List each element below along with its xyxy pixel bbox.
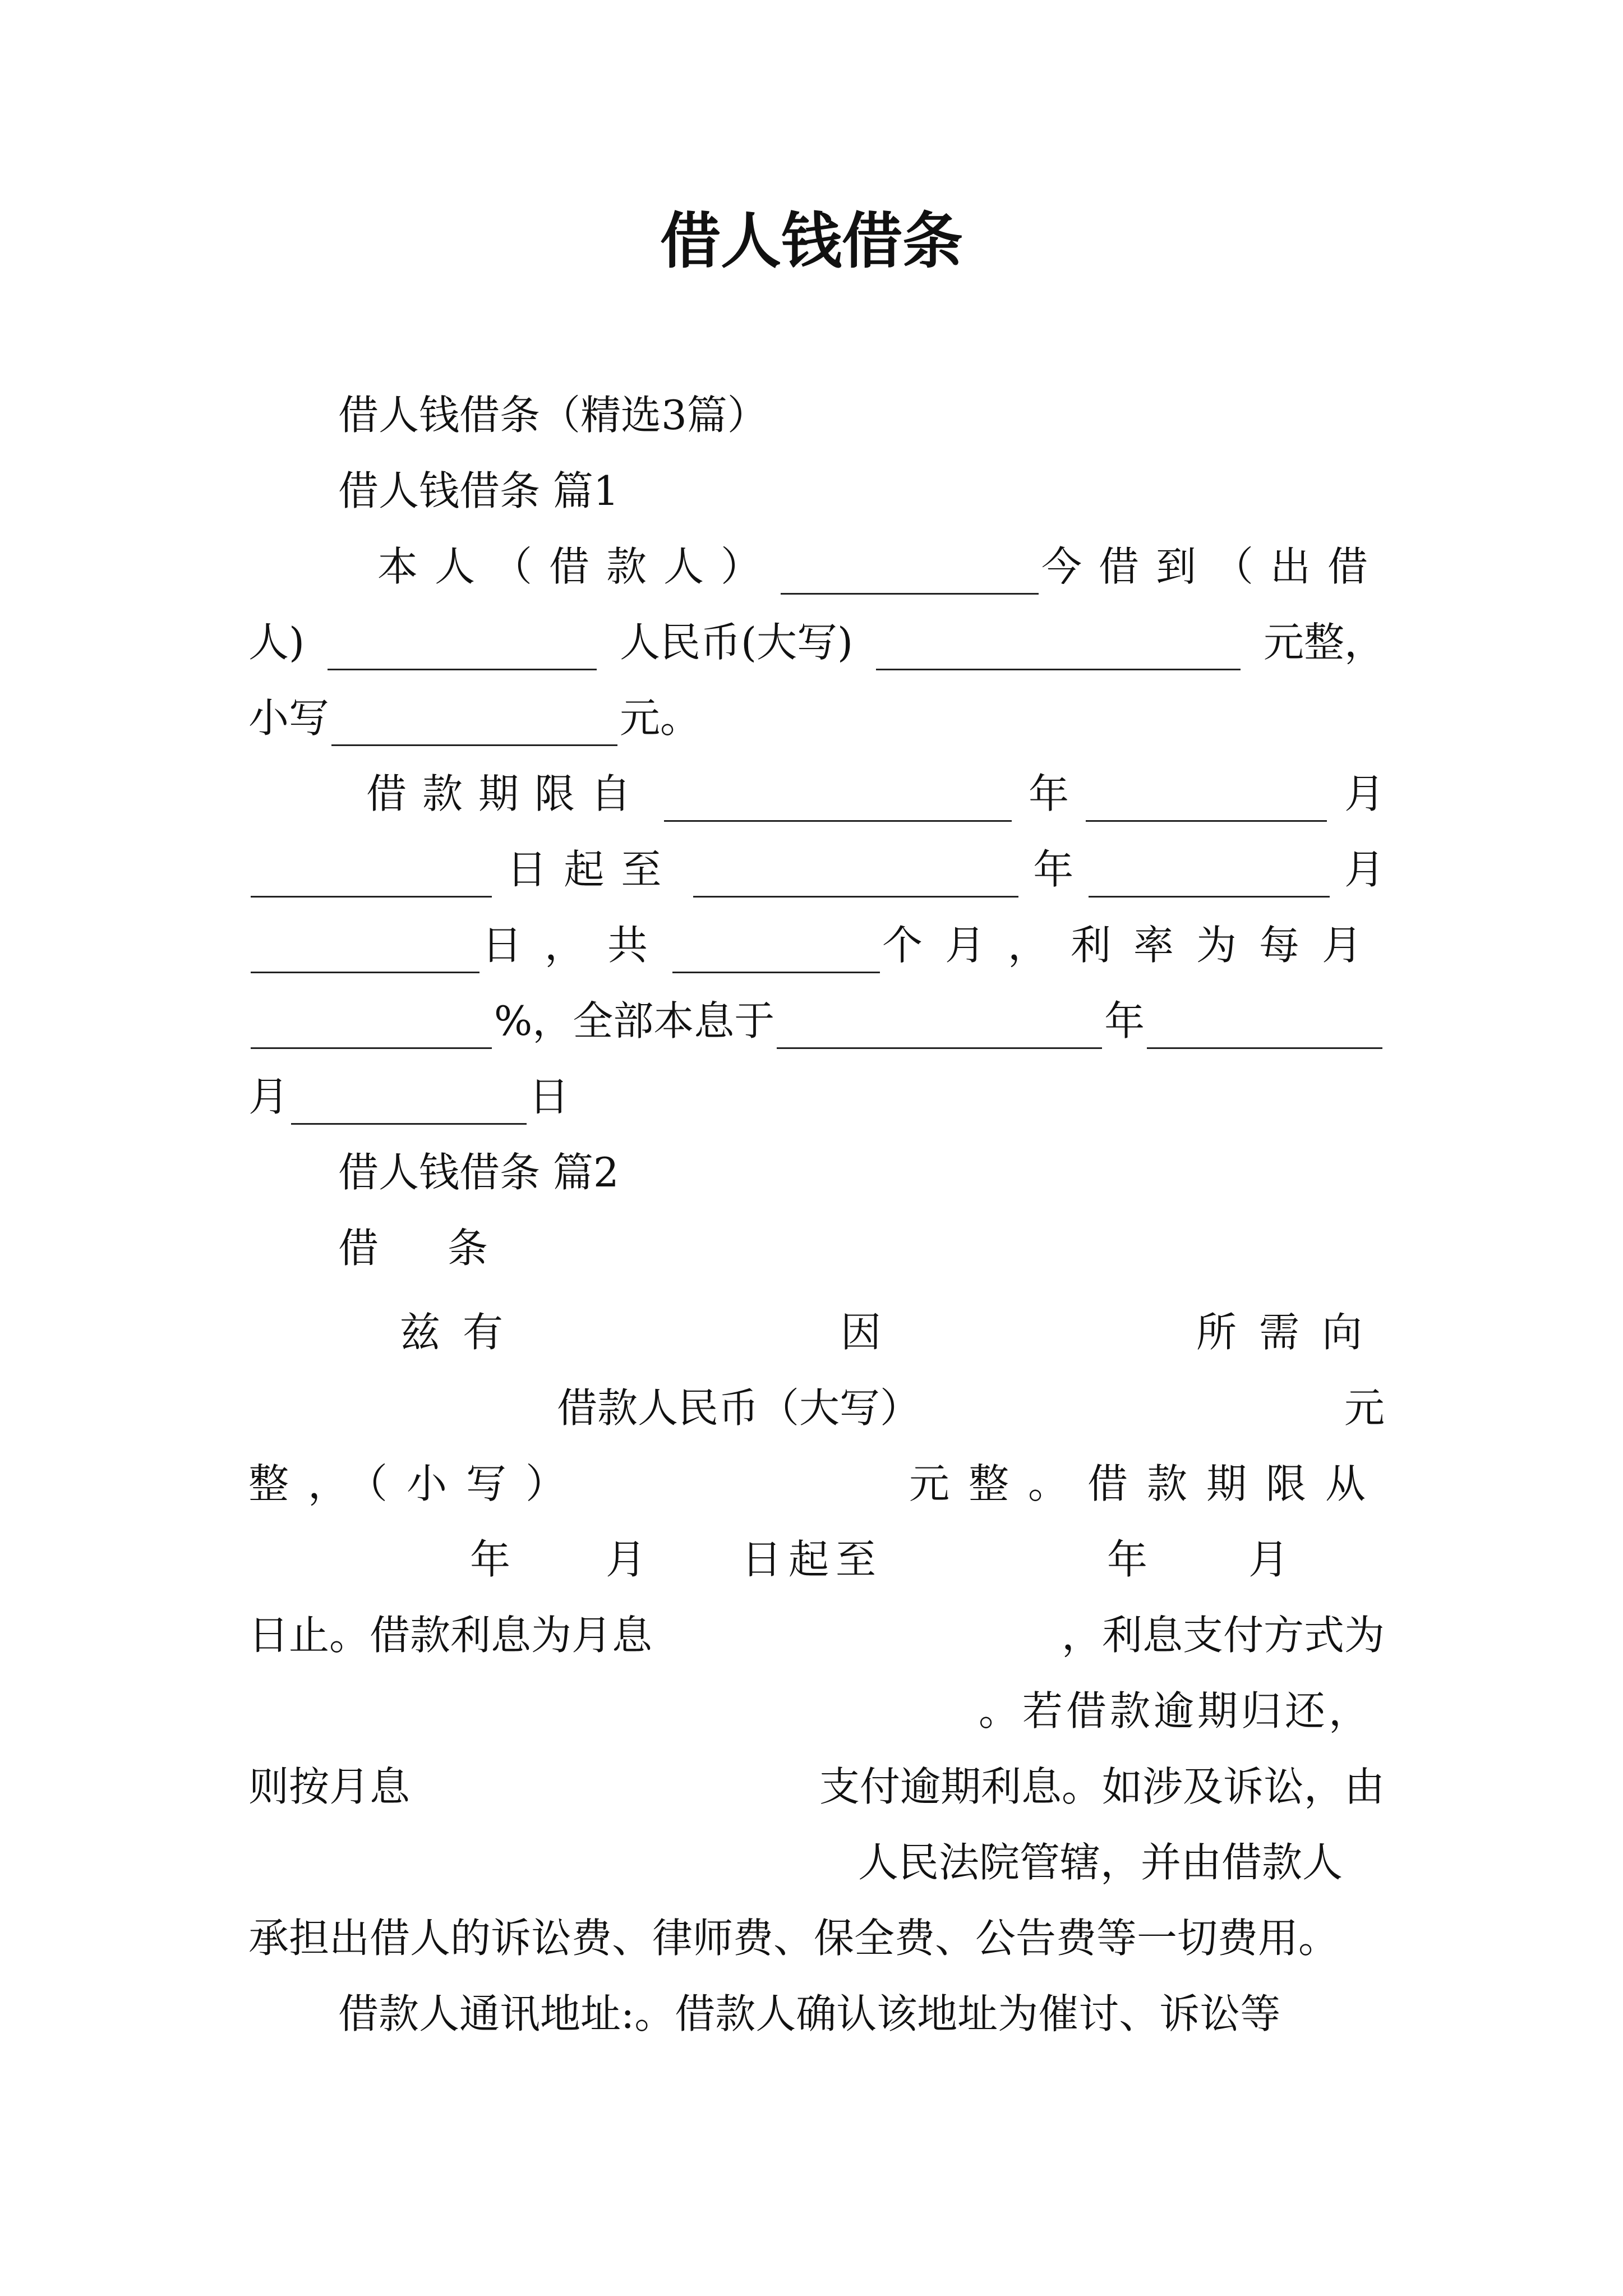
s2-text: 月 (1248, 1536, 1289, 1583)
blank-line (1086, 776, 1327, 822)
section2-heading: 借人钱借条 篇2 (338, 1149, 619, 1196)
s1-text: 今借到（出借 (1041, 543, 1385, 590)
blank-line (251, 852, 492, 898)
s2-text: 支付逾期利息。如涉及诉讼，由 (819, 1763, 1385, 1810)
s1-text: 小写 (248, 694, 330, 742)
s2-text: 日起至 (741, 1536, 883, 1583)
s2-text: 元整。借款期限从 (909, 1460, 1385, 1507)
blank-line (1147, 1004, 1382, 1049)
blank-line (777, 1004, 1102, 1049)
blank-line (251, 1004, 492, 1049)
s1-line-2 (248, 614, 1385, 670)
s2-line-8: 人民法院管辖，并由借款人 (858, 1839, 1343, 1886)
s2-line-5 (248, 1607, 1385, 1663)
s2-text: 年 (1107, 1536, 1148, 1583)
intro-line: 借人钱借条（精选3篇） (338, 392, 768, 439)
s1-text: 借款期限自 (366, 770, 647, 817)
s2-text: 所需向 (1196, 1309, 1385, 1356)
s1-text: 月 (1344, 846, 1385, 893)
blank-line (672, 928, 880, 973)
blank-line (664, 776, 1012, 822)
s2-text: 月 (606, 1536, 647, 1583)
s2-line-9: 承担出借人的诉讼费、律师费、保全费、公告费等一切费用。 (248, 1915, 1339, 1962)
s1-text: 年 (1028, 770, 1069, 817)
s1-line-1 (248, 539, 1385, 595)
s1-text: 年 (1033, 846, 1074, 893)
blank-line (693, 852, 1018, 898)
s2-text: 借款人民币（大写） (557, 1384, 921, 1432)
s1-line-5 (248, 841, 1385, 898)
s1-text: 本人（借款人） (377, 543, 778, 590)
s1-line-8 (248, 1069, 569, 1125)
s2-text: 兹有 (400, 1309, 526, 1356)
s1-line-4 (248, 766, 1385, 822)
blank-line (251, 928, 479, 973)
s2-text: ，利息支付方式为 (1061, 1612, 1385, 1659)
s2-line-10: 借款人通讯地址:。借款人确认该地址为催讨、诉讼等 (338, 1990, 1281, 2037)
s2-text: 则按月息 (248, 1763, 411, 1810)
s2-line-3 (248, 1456, 1385, 1512)
s2-text: 因 (840, 1309, 881, 1356)
s1-line-7 (248, 993, 1385, 1049)
blank-line (331, 701, 617, 746)
s1-text: 月 (248, 1073, 289, 1120)
blank-line (781, 549, 1039, 595)
blank-line (291, 1079, 527, 1125)
s1-text: 人) (248, 619, 305, 666)
s2-text: 整，（小写） (248, 1460, 585, 1507)
s2-line-1 (248, 1304, 1385, 1360)
s1-text: 元。 (620, 694, 701, 742)
document-title: 借人钱借条 (660, 206, 963, 277)
s1-text: %，全部本息于 (494, 997, 775, 1045)
s1-text: 年 (1104, 997, 1145, 1045)
blank-line (328, 625, 597, 670)
s1-text: 月 (1344, 770, 1385, 817)
s2-text: 日止。借款利息为月息 (248, 1612, 653, 1659)
s1-text: 元整， (1263, 619, 1385, 666)
s1-text: 人民币(大写) (619, 619, 854, 666)
s2-line-6: 。若借款逾期归还， (979, 1687, 1373, 1734)
s2-text: 年 (470, 1536, 511, 1583)
section2-subheading: 借 条 (338, 1225, 516, 1272)
s1-text: 日 (529, 1073, 570, 1120)
blank-line (1089, 852, 1330, 898)
section1-heading: 借人钱借条 篇1 (338, 467, 619, 514)
s1-line-3 (248, 690, 700, 746)
s1-text: 日，共 (481, 922, 670, 969)
s1-text: 个月，利率为每月 (882, 922, 1385, 969)
s2-text: 元 (1344, 1384, 1385, 1432)
s1-text: 日起至 (506, 846, 679, 893)
s2-line-7 (248, 1759, 1385, 1815)
s1-line-6 (248, 917, 1385, 973)
s2-line-4 (248, 1531, 1289, 1588)
blank-line (876, 625, 1241, 670)
s2-line-2 (248, 1380, 1385, 1436)
